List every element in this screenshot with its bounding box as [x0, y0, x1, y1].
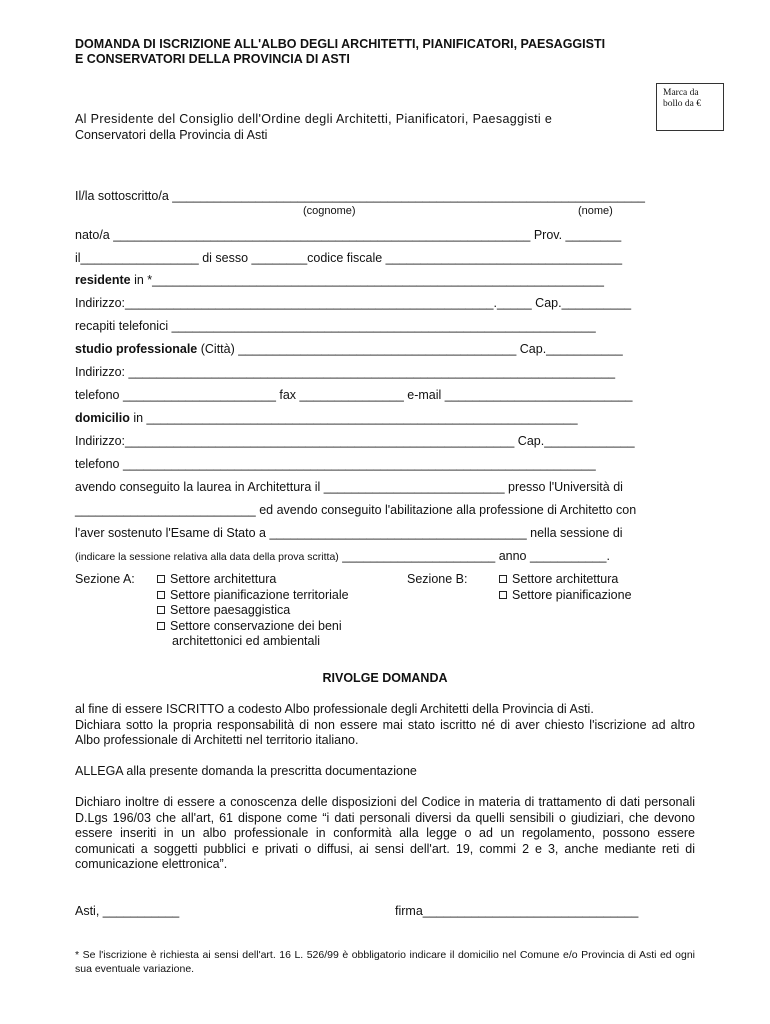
checkbox-icon[interactable] — [157, 575, 165, 583]
addressee-line-2: Conservatori della Provincia di Asti — [75, 128, 268, 142]
checkbox-icon[interactable] — [157, 606, 165, 614]
field-studio[interactable] — [75, 341, 623, 357]
option-a-paesaggistica[interactable]: Settore paesaggistica — [157, 603, 349, 619]
rivolge-domanda-heading: RIVOLGE DOMANDA — [322, 671, 448, 685]
field-telefono-fax-email[interactable]: telefono ______________________ fax _______________ e-mail ___________________________ — [75, 388, 633, 402]
hint-cognome: (cognome) — [303, 205, 356, 217]
field-sesso-cf[interactable]: il_________________ di sesso ________codice fiscale __________________________________ — [75, 251, 623, 265]
sezione-a-label: Sezione A: — [75, 572, 135, 586]
field-telefono-domicilio[interactable]: telefono ____________________________________________________________________ — [75, 457, 596, 471]
option-b-pianificazione[interactable]: Settore pianificazione — [499, 588, 632, 604]
field-sottoscritto[interactable]: Il/la sottoscritto/a ____________________________________________________________________ — [75, 189, 645, 203]
residente-line: in *_________________________________________________________________ — [130, 273, 605, 287]
field-indirizzo-residenza[interactable]: Indirizzo:_____________________________________________________._____ Cap.__________ — [75, 296, 632, 310]
paragraph-dichiara: Dichiara sotto la propria responsabilità di non essere mai stato iscritto né di aver chiesto l'iscrizione ad altro Albo professionale di Architetti nel territorio italiano. — [75, 717, 695, 747]
studio-label: studio professionale — [75, 342, 198, 356]
addressee — [75, 111, 552, 143]
hint-nome: (nome) — [578, 205, 613, 217]
paragraph-privacy: Dichiaro inoltre di essere a conoscenza delle disposizioni del Codice in materia di trattamento di dati personali D.Lgs 196/03 che all'art, 61 dispone come “i dati personali diversi da quelli sensibili o giudiziari, che devono essere inseriti in un albo professionale in conformità alla legge o ad un regolamento, possono essere comunicati a soggetti pubblici e privati o diffusi, ai sensi dell'art. 19, commi 2 e 3, anche mediante reti di comunicazione elettronica”. — [75, 795, 695, 871]
sezione-a-options — [157, 572, 349, 650]
option-a-architettura[interactable]: Settore architettura — [157, 572, 349, 588]
checkbox-icon[interactable] — [157, 591, 165, 599]
residente-label: residente — [75, 273, 131, 287]
domicilio-label: domicilio — [75, 411, 130, 425]
paragraph-iscrizione-line1: al fine di essere ISCRITTO a codesto Albo professionale degli Architetti della Provincia di Asti. — [75, 702, 594, 716]
sezione-b-options — [499, 572, 632, 603]
title-line-1: DOMANDA DI ISCRIZIONE ALL'ALBO DEGLI ARCHITETTI, PIANIFICATORI, PAESAGGISTI — [75, 37, 606, 51]
stamp-box: Marca da bollo da € — [656, 83, 724, 131]
option-a-conservazione-cont: architettonici ed ambientali — [172, 634, 320, 648]
signature-firma[interactable]: firma_______________________________ — [395, 904, 639, 918]
checkbox-icon[interactable] — [157, 622, 165, 630]
field-indirizzo-domicilio[interactable]: Indirizzo:________________________________________________________ Cap._____________ — [75, 434, 635, 448]
option-a-conservazione[interactable]: Settore conservazione dei beni — [157, 619, 349, 635]
field-laurea[interactable]: avendo conseguito la laurea in Architettura il __________________________ presso l'Università di — [75, 480, 623, 494]
footnote: * Se l'iscrizione è richiesta ai sensi dell'art. 16 L. 526/99 è obbligatorio indicare il domicilio nel Comune e/o Provincia di Asti ed ogni sua eventuale variazione. — [75, 949, 695, 975]
studio-line: (Città) ________________________________________ Cap.___________ — [197, 342, 623, 356]
field-residente[interactable] — [75, 272, 604, 288]
sezione-b-label: Sezione B: — [407, 572, 468, 586]
signature-place-date[interactable]: Asti, ___________ — [75, 904, 180, 918]
domicilio-line: in ______________________________________________________________ — [129, 411, 578, 425]
field-abilitazione[interactable]: __________________________ ed avendo conseguito l'abilitazione alla professione di Architetto con — [75, 503, 637, 517]
field-domicilio[interactable] — [75, 410, 578, 426]
title-line-2: E CONSERVATORI DELLA PROVINCIA DI ASTI — [75, 52, 350, 66]
option-b-architettura[interactable]: Settore architettura — [499, 572, 632, 588]
document-title — [75, 37, 605, 67]
checkbox-icon[interactable] — [499, 575, 507, 583]
field-sessione[interactable] — [75, 548, 610, 565]
sessione-line: ______________________ anno ___________. — [338, 549, 610, 563]
paragraph-iscrizione — [75, 702, 695, 749]
addressee-line-1: Al Presidente del Consiglio dell'Ordine degli Architetti, Pianificatori, Paesaggisti e — [75, 112, 553, 126]
field-esame-stato[interactable]: l'aver sostenuto l'Esame di Stato a _____________________________________ nella sessione di — [75, 526, 623, 540]
paragraph-allega: ALLEGA alla presente domanda la prescritta documentazione — [75, 764, 417, 778]
field-indirizzo-studio[interactable]: Indirizzo: ______________________________________________________________________ — [75, 365, 616, 379]
sessione-hint: (indicare la sessione relativa alla data della prova scritta) — [75, 551, 339, 563]
field-nato[interactable]: nato/a ____________________________________________________________ Prov. ________ — [75, 228, 622, 242]
checkbox-icon[interactable] — [499, 591, 507, 599]
option-a-pianificazione[interactable]: Settore pianificazione territoriale — [157, 588, 349, 604]
field-recapiti[interactable]: recapiti telefonici _____________________________________________________________ — [75, 319, 596, 333]
